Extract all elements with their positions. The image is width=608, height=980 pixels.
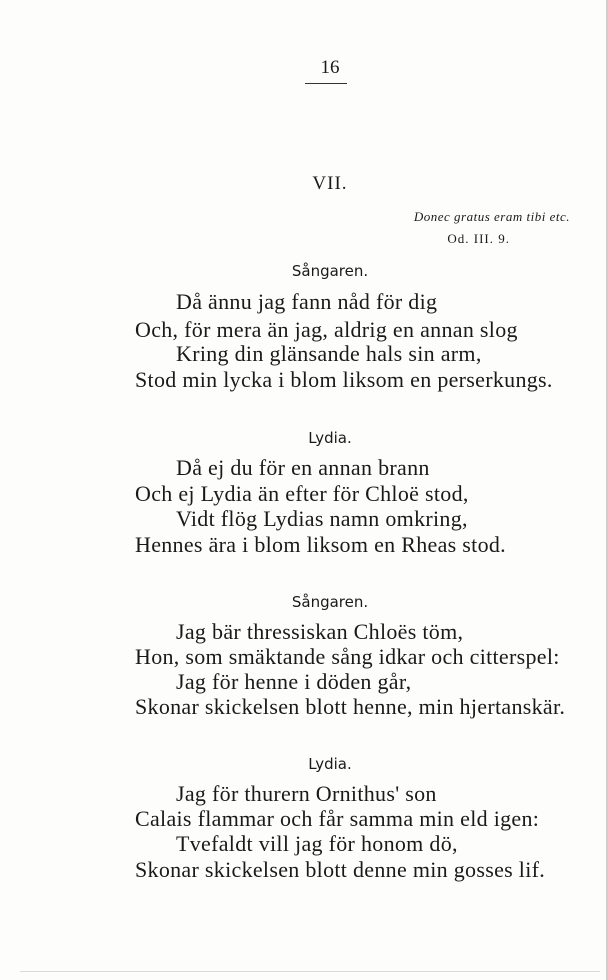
speaker-label: Lydia. xyxy=(308,755,352,773)
page-number-rule xyxy=(305,83,347,84)
verse-line: Hennes ära i blom liksom en Rheas stod. xyxy=(135,532,506,557)
chapter-heading: VII. xyxy=(312,173,348,194)
verse-line: Och, för mera än jag, aldrig en annan slog xyxy=(135,317,518,342)
speaker-label: Sångaren. xyxy=(291,593,369,611)
epigraph-quote: Donec gratus eram tibi etc. xyxy=(413,209,570,224)
verse-line: Skonar skickelsen blott denne min gosses lif. xyxy=(135,857,546,882)
speaker-label: Sångaren. xyxy=(291,262,369,280)
speaker-label: Lydia. xyxy=(308,429,352,447)
verse-line: Skonar skickelsen blott henne, min hjertanskär. xyxy=(135,694,566,719)
verse-line: Calais flammar och får samma min eld igen: xyxy=(135,806,540,831)
verse-line: Då ännu jag fann nåd för dig xyxy=(176,289,438,314)
verse-line: Stod min lycka i blom liksom en perserkungs. xyxy=(135,367,553,392)
verse-line: Tvefaldt vill jag för honom dö, xyxy=(176,831,458,856)
verse-line: Då ej du för en annan brann xyxy=(176,455,430,480)
verse-line: Vidt flög Lydias namn omkring, xyxy=(176,506,468,531)
verse-line: Jag för thurern Ornithus' son xyxy=(176,781,437,806)
verse-line: Och ej Lydia än efter för Chloë stod, xyxy=(135,481,469,506)
epigraph-reference: Od. III. 9. xyxy=(447,231,510,246)
verse-line: Jag bär thressiskan Chloës töm, xyxy=(176,619,464,644)
verse-line: Kring din glänsande hals sin arm, xyxy=(176,341,482,366)
page-number: 16 xyxy=(320,57,340,78)
page-bottom-edge xyxy=(20,971,600,972)
verse-line: Hon, som smäktande sång idkar och citterspel: xyxy=(135,644,560,669)
verse-line: Jag för henne i döden går, xyxy=(176,669,412,694)
